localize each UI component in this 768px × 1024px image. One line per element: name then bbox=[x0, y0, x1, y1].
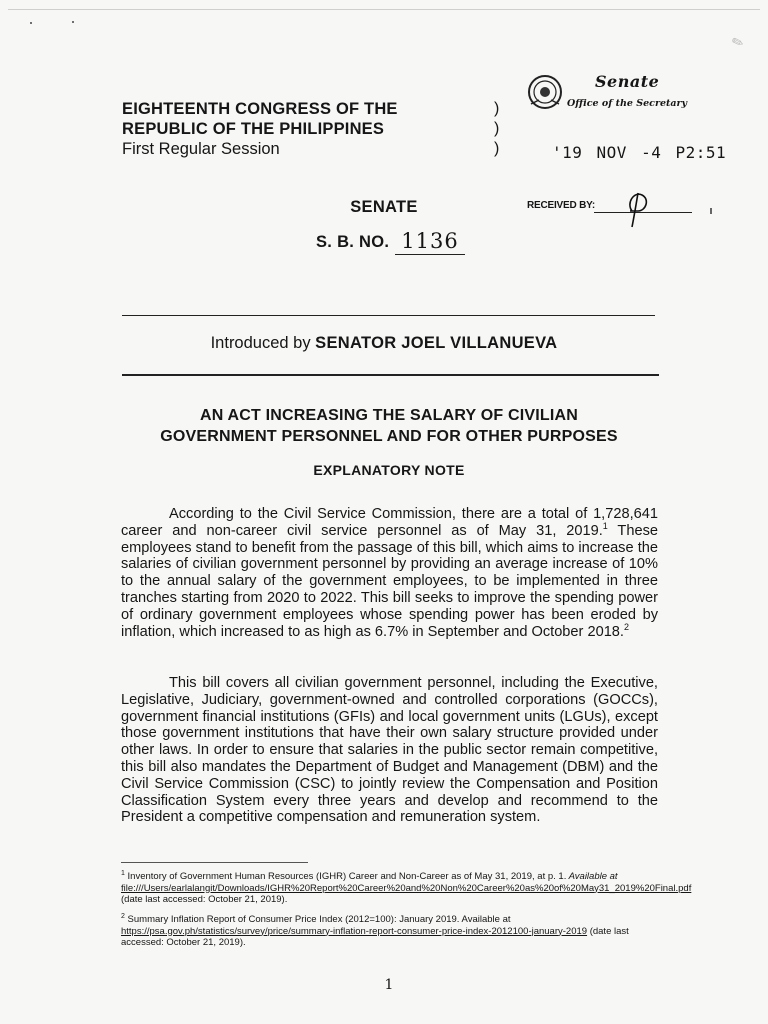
bill-number: 1136 bbox=[401, 229, 459, 253]
footnote-text: (date last accessed: October 21, 2019). bbox=[121, 894, 288, 905]
congress-heading bbox=[122, 99, 398, 159]
introduced-by bbox=[0, 334, 768, 353]
body-paragraph-1 bbox=[121, 506, 658, 640]
session-label: First Regular Session bbox=[122, 140, 280, 158]
footnote-1 bbox=[121, 869, 692, 906]
scan-speck bbox=[72, 21, 74, 23]
senate-stamp bbox=[527, 72, 697, 122]
senate-seal-icon bbox=[527, 74, 563, 110]
footnote-text: (date last accessed: October 21, 2019). bbox=[121, 925, 629, 948]
bill-title-line-2: GOVERNMENT PERSONNEL AND FOR OTHER PURPOSES bbox=[160, 428, 618, 445]
footnote-ref: 1 bbox=[602, 520, 608, 531]
footnote-ref: 2 bbox=[623, 621, 629, 632]
bill-title-line-1: AN ACT INCREASING THE SALARY OF CIVILIAN bbox=[199, 407, 579, 424]
congress-line-1: EIGHTEENTH CONGRESS OF THE bbox=[122, 100, 398, 118]
paren: ) bbox=[494, 120, 500, 137]
bill-number-underline bbox=[395, 254, 465, 255]
footnote-text: Inventory of Government Human Resources (IGHR) Career and Non-Career as of May 31, 2019, at p. 1. bbox=[124, 871, 567, 882]
page-number: 1 bbox=[384, 977, 394, 993]
paren: ) bbox=[494, 140, 500, 157]
introduced-by-prefix: Introduced by bbox=[210, 334, 311, 352]
bill-number-label: S. B. NO. bbox=[316, 233, 390, 251]
scan-speck bbox=[30, 22, 32, 24]
divider bbox=[122, 374, 659, 376]
footnote-divider bbox=[121, 862, 308, 863]
footnote-link[interactable]: https://psa.gov.ph/statistics/survey/price/summary-inflation-report-consumer-price-index-2012100-january-2019 bbox=[121, 925, 588, 937]
paren: ) bbox=[494, 100, 500, 117]
received-by-label: RECEIVED BY: bbox=[527, 200, 595, 211]
stamp-office-label: Office of the Secretary bbox=[567, 98, 688, 109]
explanatory-note-heading: EXPLANATORY NOTE bbox=[313, 462, 465, 478]
congress-line-2: REPUBLIC OF THE PHILIPPINES bbox=[122, 120, 385, 138]
heading-parens bbox=[494, 99, 499, 159]
paragraph-text: These employees stand to benefit from the passage of this bill, which aims to increase the salaries of civilian government personnel by providing an average increase of 10% to the annual salary of the government employees, to be implemented in three tranches starting from 2020 to 2022. This bill seeks to improve the spending power of ordinary government employees whose spending power has been eroded by inflation, which increased to as high as 6.7% in September and October 2018. bbox=[121, 522, 658, 640]
chamber-label: SENATE bbox=[350, 198, 418, 216]
scan-edge-line bbox=[8, 9, 760, 10]
footnote-2 bbox=[121, 914, 661, 949]
paragraph-text: According to the Civil Service Commission, there are a total of 1,728,641 career and non-career civil service personnel as of May 31, 2019. bbox=[121, 506, 658, 539]
body-paragraph-2: This bill covers all civilian government personnel, including the Executive, Legislative, Judiciary, government-owned and controlled corporations (GOCCs), government financial institutions (GFIs) and local government units (LGUs), except those government institutions that have their own salary structure provided under other laws. In order to ensure that salaries in the public sector remain competitive, this bill also mandates the Department of Budget and Management (DBM) and the Civil Service Commission (CSC) to jointly review the Compensation and Position Classification System every three years and develop and recommend to the President a competitive compensation and remuneration system. bbox=[121, 675, 658, 826]
stamp-senate-label: Senate bbox=[595, 72, 660, 91]
stamp-date: '19 NOV -4 P2:51 bbox=[552, 143, 727, 162]
footnote-link[interactable]: file:///Users/earlalangit/Downloads/IGHR%20Report%20Career%20and%20Non%20Career%20as%20of%20May31_2019%20Final.pdf bbox=[121, 882, 692, 894]
footnote-number: 1 bbox=[121, 869, 125, 877]
footnote-number: 2 bbox=[121, 912, 125, 920]
author-name: SENATOR JOEL VILLANUEVA bbox=[315, 334, 558, 352]
footnote-text: Summary Inflation Report of Consumer Price Index (2012=100): January 2019. Available at bbox=[124, 914, 511, 925]
divider bbox=[122, 315, 655, 316]
footnote-available: Available at bbox=[566, 871, 618, 882]
scan-smudge: ✎ bbox=[729, 32, 746, 52]
bill-title bbox=[0, 405, 768, 447]
